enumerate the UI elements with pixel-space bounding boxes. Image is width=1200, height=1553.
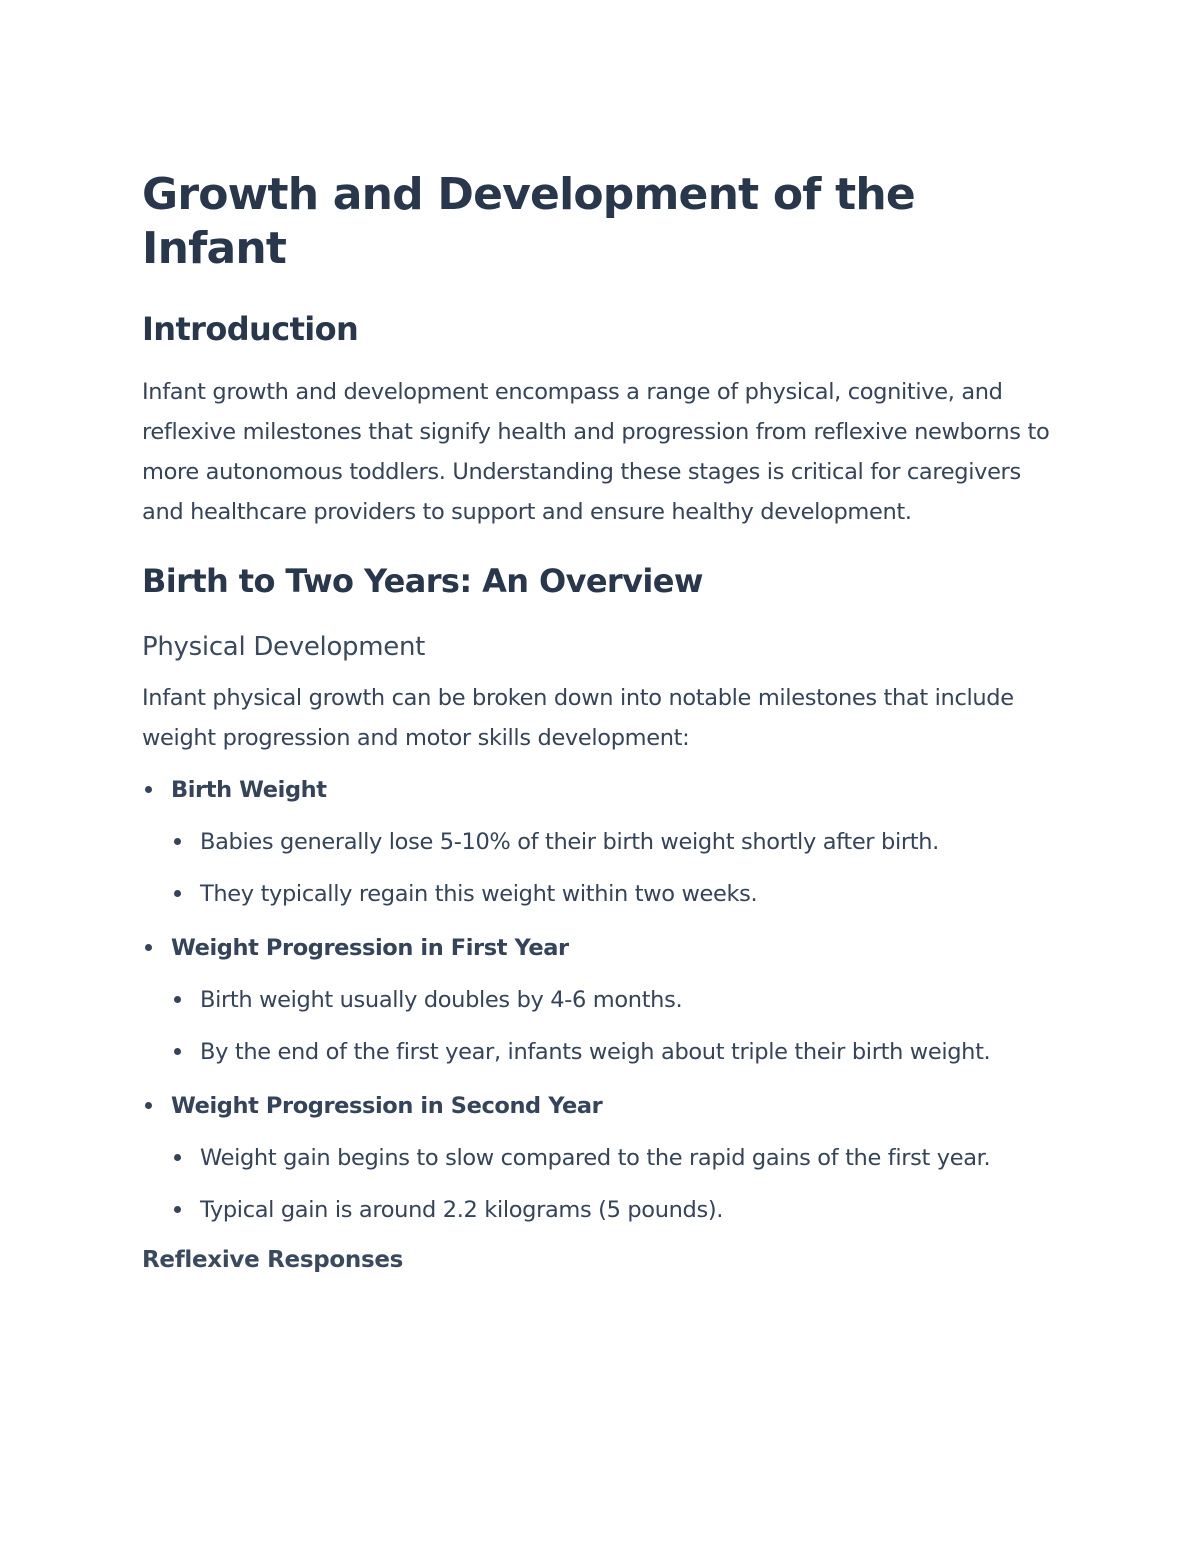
physical-development-paragraph: Infant physical growth can be broken down into notable milestones that include weight progression and motor skills development: — [142, 685, 1014, 751]
document-page — [142, 168, 1062, 1276]
list-item-title: Birth Weight — [171, 777, 327, 803]
sub-list — [171, 1138, 1062, 1230]
document-title: Growth and Development of the Infant — [142, 169, 915, 274]
list-item-title: Weight Progression in Second Year — [171, 1093, 603, 1119]
sub-list-item: Typical gain is around 2.2 kilograms (5 pounds). — [171, 1190, 1062, 1230]
physical-development-heading: Physical Development — [142, 632, 426, 662]
sub-list-item: Babies generally lose 5-10% of their birth weight shortly after birth. — [171, 822, 1062, 862]
sub-list-item: Weight gain begins to slow compared to the rapid gains of the first year. — [171, 1138, 1030, 1178]
milestone-list — [142, 770, 1062, 1230]
reflexive-responses-heading: Reflexive Responses — [142, 1247, 404, 1273]
list-item — [142, 928, 1062, 1072]
list-item — [142, 1086, 1062, 1230]
sub-list — [171, 980, 1062, 1072]
sub-list-item: By the end of the first year, infants weigh about triple their birth weight. — [171, 1032, 1000, 1072]
sub-list-item: Birth weight usually doubles by 4-6 months. — [171, 980, 1062, 1020]
sub-list — [171, 822, 1062, 914]
list-item-title: Weight Progression in First Year — [171, 935, 569, 961]
introduction-paragraph: Infant growth and development encompass a range of physical, cognitive, and reflexive milestones that signify health and progression from reflexive newborns to more autonomous toddlers. Understanding these stages is critical for caregivers and healthcare providers to support and ensure healthy development. — [142, 379, 1050, 525]
sub-list-item: They typically regain this weight within two weeks. — [171, 874, 1062, 914]
introduction-heading: Introduction — [142, 310, 359, 348]
overview-heading: Birth to Two Years: An Overview — [142, 562, 703, 600]
list-item — [142, 770, 1062, 914]
